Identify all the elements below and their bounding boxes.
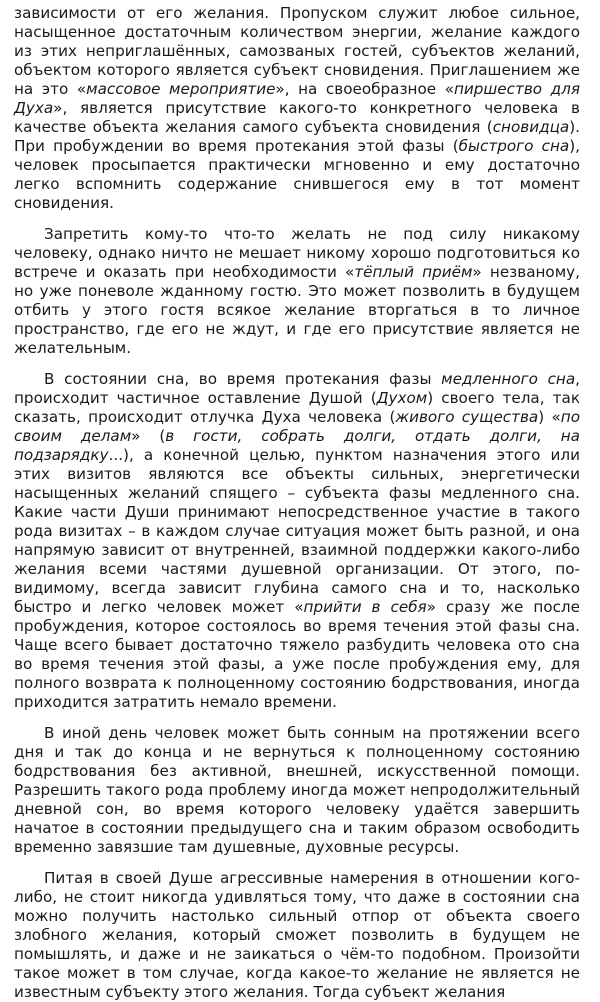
text-run: ...), а конечной целью, пунктом назначения этого или этих визитов являются все объекты сильных, энергетически насыщенных желаний спящего – субъекта фазы медленного сна. Какие части Души принимают непосредственное участие в такого рода визитах – в каждом случае ситуация может быть разной, и она напрямую зависит от внутренней, взаимной поддержки какого-либо желания всеми частями душевной организации. От этого, по-видимому, всегда зависит глубина самого сна и то, насколько быстро и легко человек может «: [14, 446, 580, 616]
italic-phrase: Духом: [376, 389, 428, 407]
text-run: ). При пробуждении во время протекания этой фазы (: [14, 118, 580, 155]
italic-phrase: массовое мероприятие: [86, 80, 276, 98]
italic-phrase: пиршество для Духа: [14, 80, 580, 117]
text-run: ) «: [538, 408, 561, 426]
text-run: », является присутствие какого-то конкретного человека в качестве объекта желания самого субъекта сновидения (: [14, 99, 580, 136]
paragraph-5: [14, 869, 580, 1002]
text-run: Питая в своей Душе агрессивные намерения в отношении кого-либо, не стоит никогда удивляться тому, что даже в состоянии сна можно получить настолько сильный отпор от объекта своего злобного желания, который сможет позволить в будущем не помышлять, и даже и не заикаться о чём-то подобном. Произойти такое может в том случае, когда какое-то желание не является не известным субъекту этого желания. Тогда субъект желания: [14, 869, 580, 1001]
italic-phrase: в гости, собрать долги, отдать долги, на подзарядку: [14, 427, 580, 464]
text-run: В состоянии сна, во время протекания фазы: [44, 370, 442, 388]
italic-phrase: быстрого сна: [458, 137, 570, 155]
italic-phrase: тёплый приём: [354, 263, 473, 281]
text-run: » (: [131, 427, 166, 445]
italic-phrase: сновидца: [492, 118, 570, 136]
text-run: ), человек просыпается практически мгновенно и ему достаточно легко вспомнить содержание снившегося ему в тот момент сновидения.: [14, 137, 580, 212]
paragraph-3: [14, 370, 580, 712]
text-run: » незваному, но уже поневоле жданному гостю. Это может позволить в будущем отбить у этого гостя всякое желание вторгаться в то личное пространство, где его не ждут, и где его присутствие является не желательным.: [14, 263, 580, 357]
text-run: Запретить кому-то что-то желать не под силу никакому человеку, однако ничто не мешает никому хорошо подготовиться ко встрече и оказать при необходимости «: [14, 225, 580, 281]
italic-phrase: медленного сна: [441, 370, 576, 388]
paragraph-4: [14, 724, 580, 857]
paragraph-1: [14, 4, 580, 213]
italic-phrase: по своим делам: [14, 408, 581, 445]
italic-phrase: прийти в себя: [303, 598, 427, 616]
paragraph-2: [14, 225, 580, 358]
text-run: , происходит частичное оставление Душой (: [14, 370, 580, 407]
text-run: В иной день человек может быть сонным на протяжении всего дня и так до конца и не вернуться к полноценному состоянию бодрствования без активной, внешней, искусственной помощи. Разрешить такого рода проблему иногда может непродолжительный дневной сон, во время которого человеку удаётся завершить начатое в состоянии предыдущего сна и таким образом освободить временно завязшие там душевные, духовные ресурсы.: [14, 724, 580, 856]
text-run: зависимости от его желания. Пропуском служит любое сильное, насыщенное достаточным количеством энергии, желание каждого из этих неприглашённых, самозваных гостей, субъектов желаний, объектом которого является субъект сновидения. Приглашением же на это «: [14, 4, 580, 98]
text-run: », на своеобразное «: [275, 80, 454, 98]
text-run: ) своего тела, так сказать, происходит отлучка Духа человека (: [14, 389, 580, 426]
text-run: » сразу же после пробуждения, которое состоялось во время течения этой фазы сна. Чаще всего бывает достаточно тяжело разбудить человека ото сна во время течения этой фазы, а уже после пробуждения ему, для полного возврата к полноценному состоянию бодрствования, иногда приходится затратить немало времени.: [14, 598, 580, 711]
italic-phrase: живого существа: [395, 408, 539, 426]
